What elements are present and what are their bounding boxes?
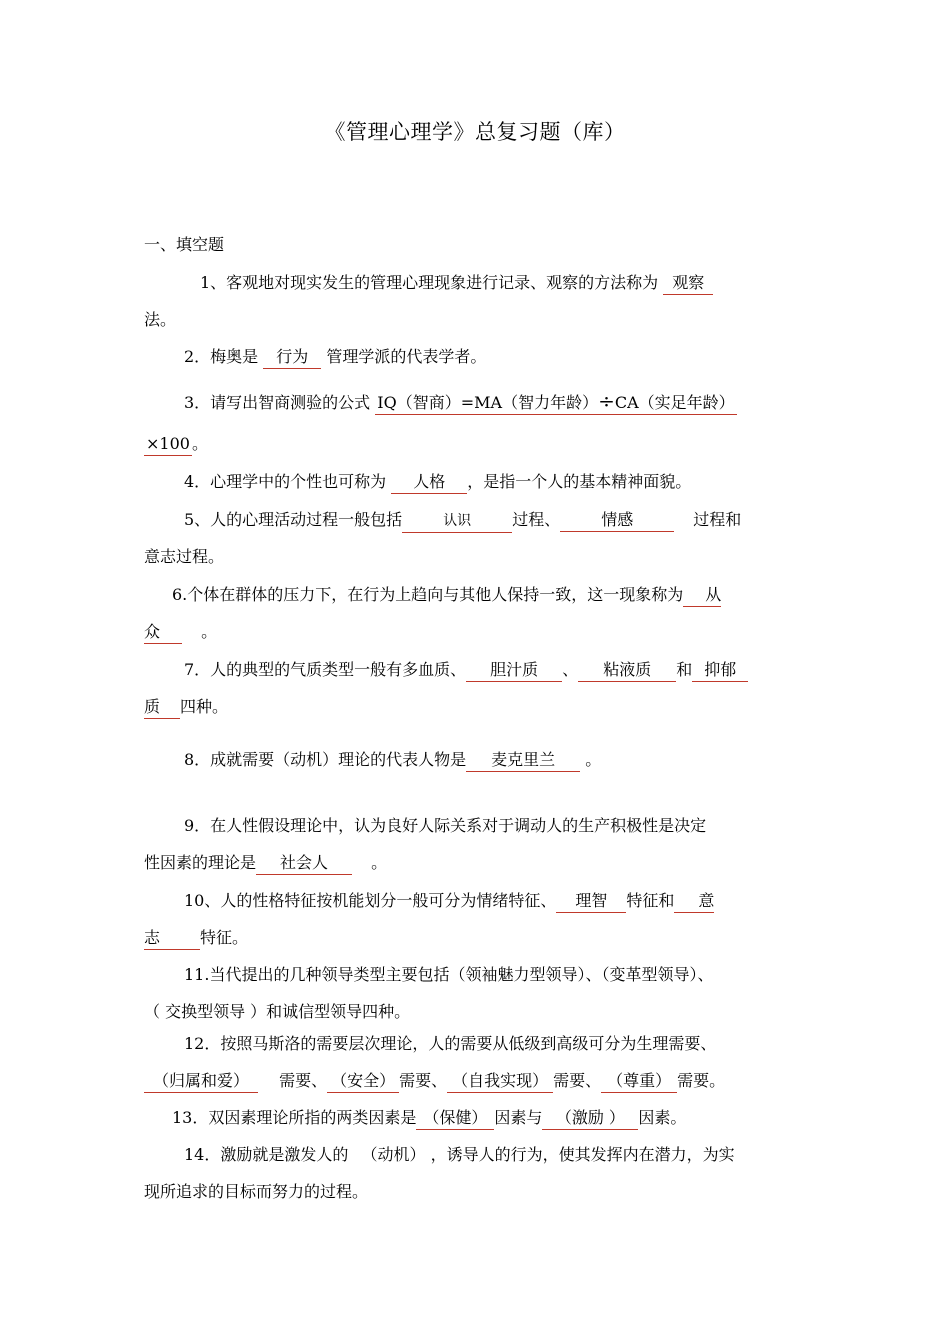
answer-blank: 人格 — [391, 471, 467, 494]
answer-blank: 质 — [144, 696, 180, 719]
question-3-cont: ×100 。 — [144, 425, 208, 463]
question-14-cont: 现所追求的目标而努力的过程。 — [144, 1182, 369, 1201]
answer-blank: 观察 — [663, 272, 713, 295]
answer-blank: （归属和爱） — [144, 1070, 258, 1093]
question-9: 9．在人性假设理论中，认为良好人际关系对于调动人的生产积极性是决定 — [184, 816, 707, 835]
answer-blank: （保健） — [416, 1107, 494, 1130]
question-5-cont: 意志过程。 — [144, 547, 225, 566]
question-9-cont: 性因素的理论是 社会人 。 — [144, 844, 387, 882]
question-8: 8．成就需要（动机）理论的代表人物是 麦克里兰 。 — [184, 741, 601, 779]
question-5: 5、人的心理活动过程一般包括 认识 过程、 情感 过程和 — [184, 501, 741, 539]
answer-blank: （安全） — [327, 1070, 399, 1093]
page-title: 《管理心理学》总复习题（库） — [324, 120, 626, 144]
answer-blank: （激励 ） — [542, 1107, 638, 1130]
question-2: 2．梅奥是 行为 管理学派的代表学者。 — [184, 338, 486, 376]
question-3: 3．请写出智商测验的公式 IQ（智商）=MA（智力年龄）÷CA（实足年龄） — [184, 389, 735, 413]
answer-blank: 胆汁质 — [466, 659, 562, 682]
answer-blank: （自我实现） — [447, 1070, 553, 1093]
question-14: 14．激励就是激发人的 （动机） ，诱导人的行为，使其发挥内在潜力，为实 — [184, 1145, 735, 1164]
question-7: 7．人的典型的气质类型一般有多血质、 胆汁质 、 粘液质 和 抑郁 — [184, 651, 748, 689]
answer-blank: 意 — [674, 890, 714, 913]
question-6-cont: 众 。 — [144, 613, 217, 651]
question-13: 13．双因素理论所指的两类因素是 （保健） 因素与 （激励 ） 因素。 — [172, 1099, 686, 1137]
answer-blank: ×100 — [144, 433, 192, 456]
section-heading: 一、填空题 — [144, 235, 225, 254]
question-4: 4．心理学中的个性也可称为 人格 ，是指一个人的基本精神面貌。 — [184, 463, 691, 501]
answer-blank: 情感 — [560, 509, 674, 532]
question-10-cont: 志 特征。 — [144, 919, 248, 957]
question-12-cont: （归属和爱） 需要、 （安全） 需要、 （自我实现） 需要、 （尊重） 需要。 — [144, 1062, 725, 1100]
question-10: 10、人的性格特征按机能划分一般可分为情绪特征、 理智 特征和 意 — [184, 882, 714, 920]
question-6: 6.个体在群体的压力下，在行为上趋向与其他人保持一致，这一现象称为 从 — [172, 576, 721, 614]
divide-sign: ÷ — [598, 389, 615, 413]
answer-blank: 麦克里兰 — [466, 749, 580, 772]
answer-blank: 抑郁 — [692, 659, 748, 682]
answer-blank: 理智 — [556, 890, 626, 913]
question-12: 12．按照马斯洛的需要层次理论，人的需要从低级到高级可分为生理需要、 — [184, 1034, 717, 1053]
answer-blank: IQ（智商）=MA（智力年龄）÷CA（实足年龄） — [377, 389, 735, 413]
answer-blank: 行为 — [263, 346, 321, 369]
answer-blank: 社会人 — [256, 852, 352, 875]
answer-blank: 认识 — [402, 510, 512, 533]
answer-blank: 志 — [144, 927, 200, 950]
answer-blank: 众 — [144, 621, 182, 644]
question-1-cont: 法。 — [144, 310, 177, 329]
answer-blank: 从 — [683, 584, 721, 607]
question-11-cont: （ 交换型领导 ）和诚信型领导四种。 — [144, 1002, 411, 1021]
question-1: 1、客观地对现实发生的管理心理现象进行记录、观察的方法称为 观察 — [200, 264, 713, 302]
answer-blank: （动机） — [361, 1145, 426, 1164]
answer-blank: 粘液质 — [578, 659, 676, 682]
question-11: 11.当代提出的几种领导类型主要包括（领袖魅力型领导）、（变革型领导）、 — [184, 965, 714, 984]
answer-blank: （尊重） — [601, 1070, 677, 1093]
question-7-cont: 质 四种。 — [144, 688, 228, 726]
